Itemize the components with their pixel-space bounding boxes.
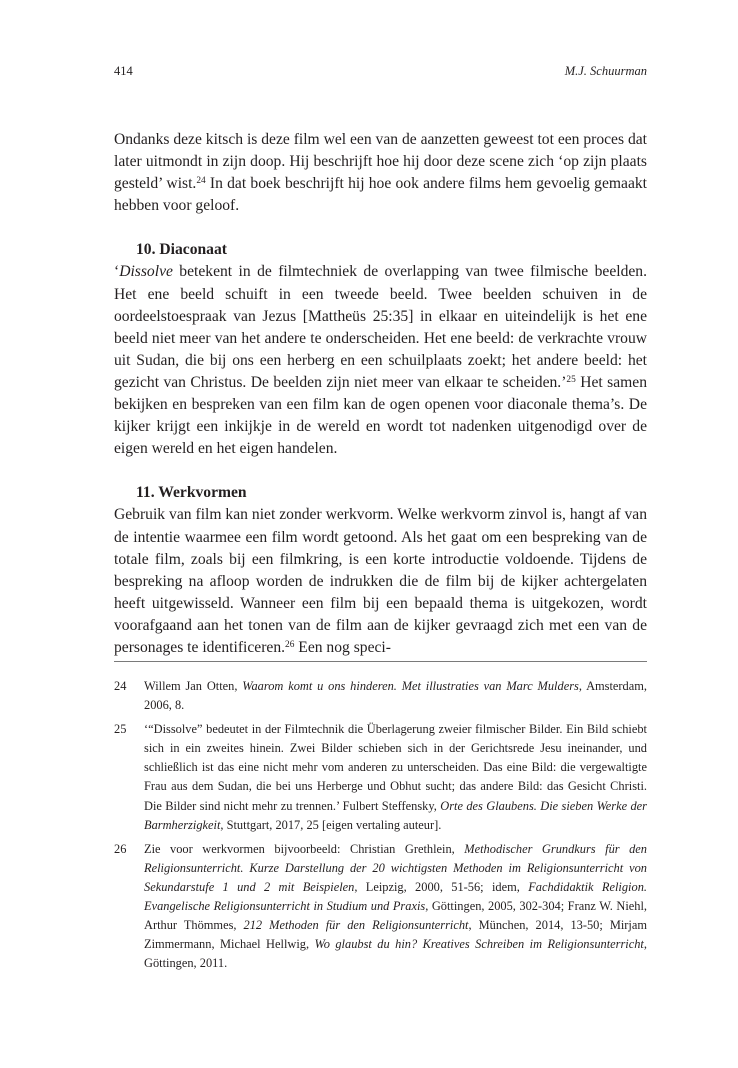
paragraph-text-continued: In dat boek beschrijft hij hoe ook andere films hem gevoelig gemaakt hebben voor geloof. xyxy=(114,175,647,215)
paragraph-text: betekent in de filmtechniek de overlapping van twee filmische beelden. Het ene beeld schuift in een tweede beeld. Twee beelden schuiven in de oordeelstoespraak van Jezus [Mattheüs 25:35] in elkaar en uiteindelijk is het ene beeld niet meer van het andere te onderscheiden. Het ene beeld: de verkrachte vrouw uit Sudan, die bij ons een herberg en een schuilplaats zoekt; het andere beeld: het gezicht van Christus. De beelden zijn niet meer van elkaar te scheiden.’ xyxy=(114,263,647,391)
paragraph-text: Ondanks deze kitsch is deze film wel een van de aanzetten geweest tot een proces dat later uitmondt in zijn doop. Hij beschrijft hoe hij door deze scene zich ‘op zijn plaats gesteld’ wist. xyxy=(114,131,647,193)
footnote-text: , Stuttgart, 2017, 25 [eigen vertaling auteur]. xyxy=(220,817,442,832)
paragraph-diaconaat xyxy=(114,261,647,460)
footnote-title: 212 Methoden für den Religionsunterricht xyxy=(243,918,469,933)
footnote-title: Orte des Glaubens. Die sieben Werke der Barmherzigkeit xyxy=(144,798,647,832)
footnote-ref-26[interactable]: 26 xyxy=(285,639,295,650)
paragraph-werkvormen xyxy=(114,504,647,659)
footnote-text: Zie voor werkvormen bijvoorbeeld: Christian Grethlein, xyxy=(144,841,465,856)
footnote-text: , Göttingen, 2011. xyxy=(144,937,647,971)
footnote-24 xyxy=(114,677,647,715)
footnote-ref-24[interactable]: 24 xyxy=(196,176,206,187)
open-quote: ‘ xyxy=(114,263,120,281)
footnote-text: ‘“Dissolve” bedeutet in der Filmtechnik die Überlagerung zweier filmischer Bilder. Ein Bild schiebt sich in ein zweites hinein. Zwei Bilder schieben sich in der Gerichtsrede Jesu ineinander, und schließlich ist das eine nicht mehr vom anderen zu unterscheiden. Das eine Bild: die vergewaltigte Frau aus dem Sudan, die bei uns Herberge und Obhut sucht; das andere Bild: das Gesicht Christi. Die Bilder sind nicht mehr zu trennen.’ Fulbert Steffensky, xyxy=(144,722,647,813)
page-number: 414 xyxy=(114,64,133,78)
paragraph-text-continued: Een nog speci- xyxy=(294,638,391,656)
footnote-ref-25[interactable]: 25 xyxy=(566,374,576,385)
footnote-title: Fachdidaktik Religion. Evangelische Religionsunterricht in Studium und Praxis xyxy=(144,879,647,914)
footnote-25 xyxy=(114,720,647,835)
footnotes xyxy=(114,677,647,978)
footnote-text: , Amsterdam, 2006, 8. xyxy=(144,679,647,713)
paragraph-text-continued: Het samen bekijken en bespreken van een film kan de ogen openen voor diaconale thema’s. De kijker krijgt een inkijkje in de wereld en wordt tot nadenken uitgenodigd over de eigen wereld en het eigen handelen. xyxy=(114,373,647,458)
footnote-26 xyxy=(114,840,647,974)
footnote-divider xyxy=(114,661,647,662)
footnote-text: , München, 2014, 13-50; Mirjam Zimmermann, Michael Hellwig, xyxy=(144,918,648,952)
paragraph-text: Gebruik van film kan niet zonder werkvorm. Welke werkvorm zinvol is, hangt af van de intentie waarmee een film wordt getoond. Als het gaat om een bespreking van de totale film, zoals bij een filmkring, is een korte introductie voldoende. Tijdens de bespreking na afloop worden de indrukken die de film bij de kijker achtergelaten heeft uitgewisseld. Wanneer een film bij een bepaald thema is uitgekozen, wordt voorafgaand aan het tonen van de film aan de kijker gevraagd zich met een van de personages te identificeren. xyxy=(114,506,647,656)
body-text xyxy=(114,129,647,659)
footnote-number: 25 xyxy=(114,722,127,737)
running-head xyxy=(114,64,647,82)
footnote-number: 24 xyxy=(114,679,127,693)
footnote-text: , Göttingen, 2005, 302-304; Franz W. Niehl, Arthur Thömmes, xyxy=(144,899,647,933)
footnote-text: Willem Jan Otten, xyxy=(144,679,243,693)
paragraph-intro xyxy=(114,129,647,217)
section-heading-werkvormen: 11. Werkvormen xyxy=(136,484,247,502)
footnote-title: Waarom komt u ons hinderen. Met illustraties van Marc Mulders xyxy=(242,679,579,693)
footnote-title: Wo glaubst du hin? Kreatives Schreiben im Religionsunterricht xyxy=(314,937,644,952)
footnote-title: Methodischer Grundkurs für den Religionsunterricht. Kurze Darstellung der 20 wichtigsten Methoden im Religionsunterricht von Sekundarstufe 1 und 2 mit Beispielen xyxy=(144,841,647,894)
footnote-number: 26 xyxy=(114,841,127,856)
running-author: M.J. Schuurman xyxy=(564,64,647,78)
term-dissolve: Dissolve xyxy=(119,263,173,281)
footnote-text: , Leipzig, 2000, 51-56; idem, xyxy=(354,879,529,894)
section-heading-diaconaat: 10. Diaconaat xyxy=(136,241,227,259)
